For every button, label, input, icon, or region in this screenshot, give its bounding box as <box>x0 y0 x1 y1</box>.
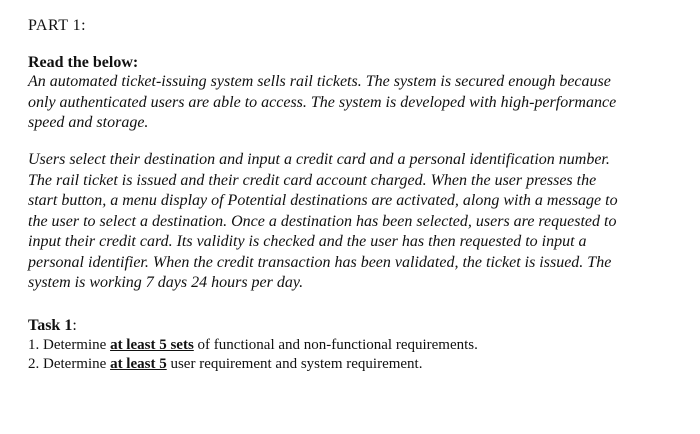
task-heading <box>28 317 77 335</box>
paragraph-line: system is working 7 days 24 hours per day. <box>28 274 304 291</box>
paragraph-line: only authenticated users are able to access. The system is developed with high-performance <box>28 93 617 111</box>
paragraph-line: An automated ticket-issuing system sells rail tickets. The system is secured enough because <box>28 73 611 90</box>
paragraph-line: speed and storage. <box>28 114 149 131</box>
task-item-suffix: of functional and non-functional requirements. <box>193 337 478 353</box>
task-item-emphasis: at least 5 <box>110 356 167 372</box>
task-item-2 <box>28 355 478 374</box>
scenario-paragraph-1 <box>28 72 678 134</box>
task-item-prefix: 2. Determine <box>28 356 111 372</box>
paragraph-line: start button, a menu display of Potential destinations are activated, along with a message to <box>28 192 618 209</box>
task-list <box>28 336 478 374</box>
read-heading: Read the below: <box>28 54 139 71</box>
paragraph-line: personal identifier. When the credit transaction has been validated, the ticket is issued. The <box>28 253 612 271</box>
scenario-paragraph-2 <box>28 150 678 294</box>
task-colon: : <box>72 317 77 334</box>
task-item-1 <box>28 336 478 355</box>
paragraph-line: the user to select a destination. Once a destination has been selected, users are requested to <box>28 212 617 230</box>
paragraph-line: Users select their destination and input a credit card and a personal identification number. <box>28 151 610 168</box>
task-item-emphasis: at least 5 sets <box>110 337 194 353</box>
task-item-prefix: 1. Determine <box>28 337 111 353</box>
task-item-suffix: user requirement and system requirement. <box>166 356 423 372</box>
part-heading: PART 1: <box>28 17 87 34</box>
paragraph-line: The rail ticket is issued and their credit card account charged. When the user presses the <box>28 171 597 189</box>
paragraph-line: input their credit card. Its validity is checked and the user has then requested to input a <box>28 233 587 250</box>
task-label: Task 1 <box>28 317 73 334</box>
